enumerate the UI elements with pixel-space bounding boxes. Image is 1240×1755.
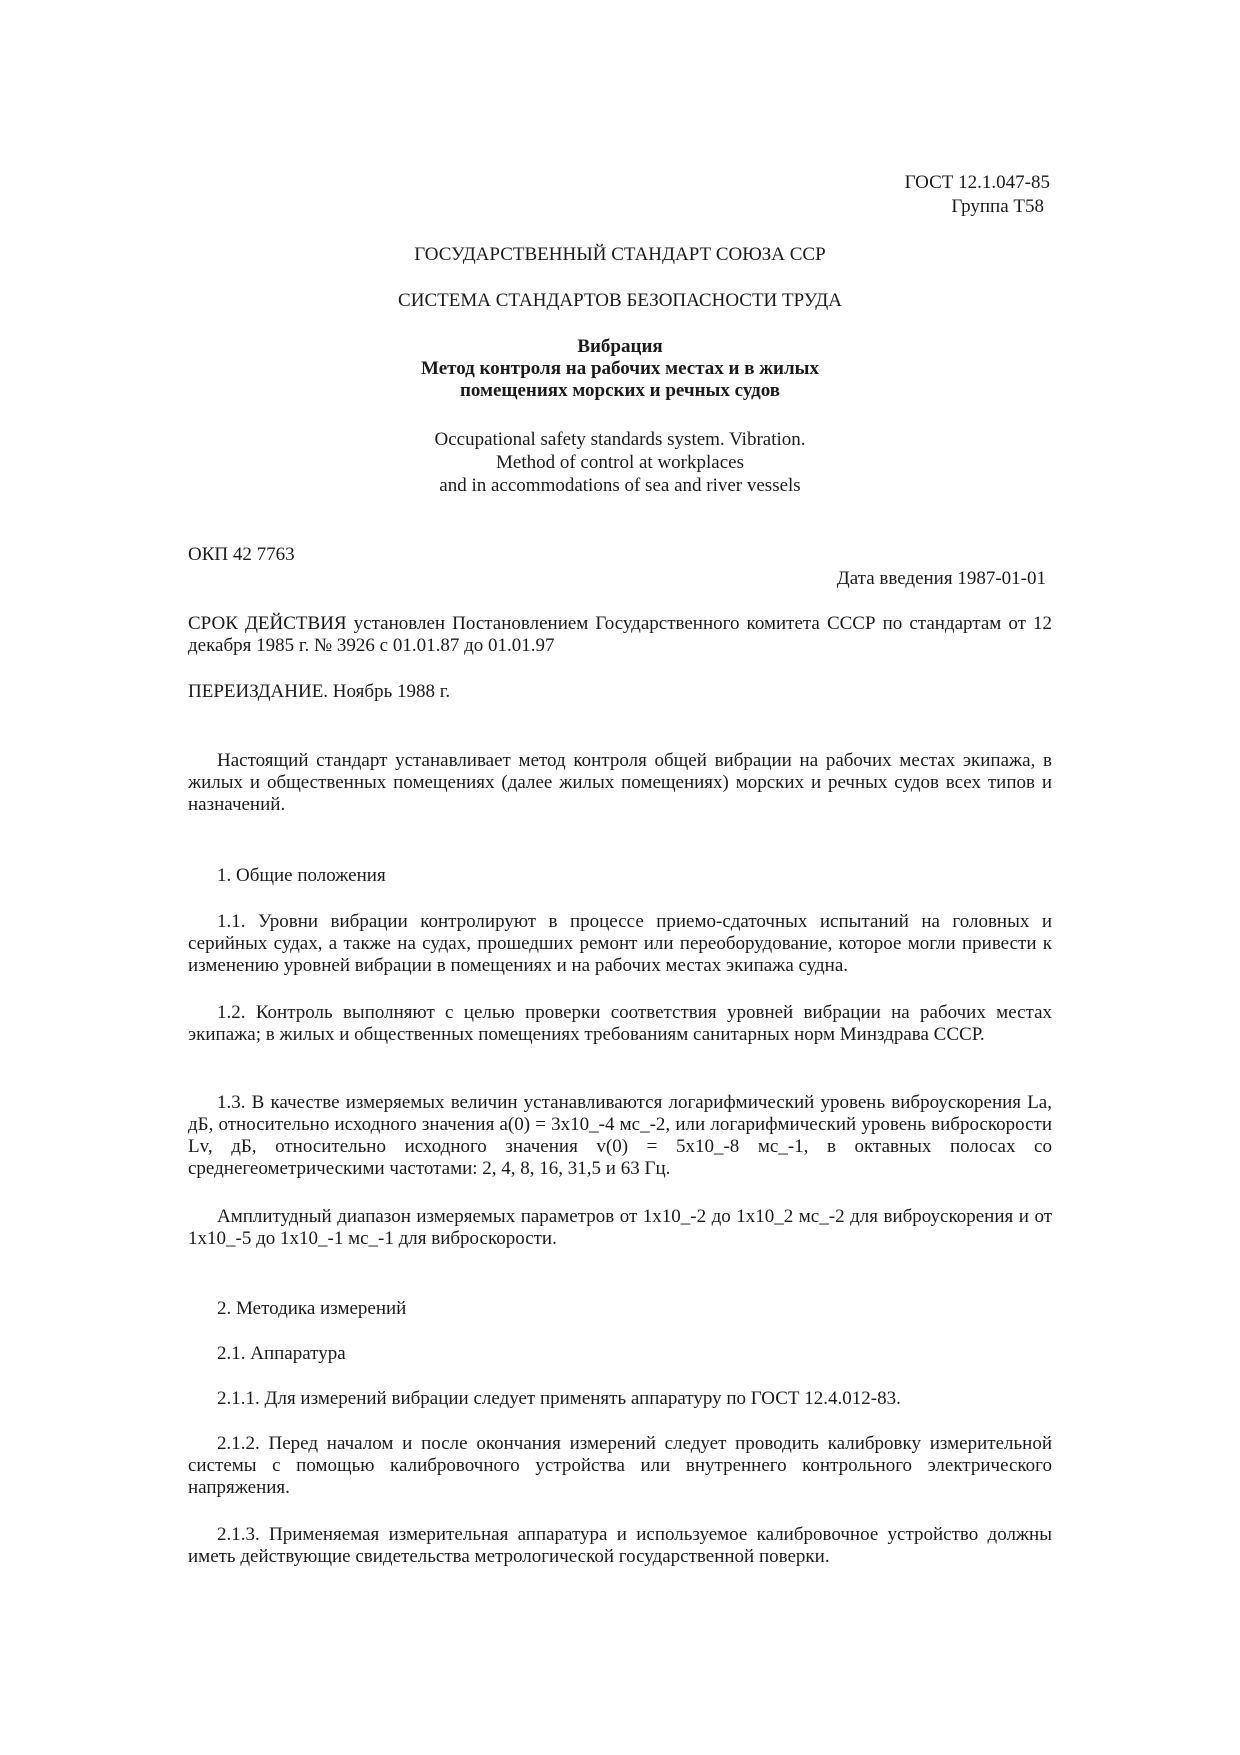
title-en-line: Occupational safety standards system. Vibration.	[434, 429, 806, 450]
paragraph-1-1: 1.1. Уровни вибрации контролируют в процессе приемо-сдаточных испытаний на головных и серийных судах, а также на судах, прошедших ремонт или переоборудование, которое могли привести к изменению уровней вибрации в помещениях и на рабочих местах экипажа судна.	[188, 911, 1052, 976]
gost-number: ГОСТ 12.1.047-85	[904, 172, 1050, 193]
state-standard-heading: ГОСУДАРСТВЕННЫЙ СТАНДАРТ СОЮЗА ССР	[414, 244, 826, 265]
paragraph-1-3: 1.3. В качестве измеряемых величин устанавливаются логарифмический уровень виброускорения La, дБ, относительно исходного значения a(0) = 3х10_-4 мс_-2, или логарифмический уровень виброскорости Lv, дБ, относительно исходного значения v(0) = 5х10_-8 мс_-1, в октавных полосах со среднегеометрическими частотами: 2, 4, 8, 16, 31,5 и 63 Гц.	[188, 1092, 1052, 1179]
title-en-line: and in accommodations of sea and river vessels	[439, 475, 801, 496]
okp-code: ОКП 42 7763	[188, 544, 295, 565]
reissue-note: ПЕРЕИЗДАНИЕ. Ноябрь 1988 г.	[188, 681, 451, 702]
amplitude-range-paragraph: Амплитудный диапазон измеряемых параметров от 1х10_-2 до 1х10_2 мс_-2 для виброускорения и от 1х10_-5 до 1х10_-1 мс_-1 для виброскорости.	[188, 1206, 1052, 1249]
title-ru-line: помещениях морских и речных судов	[459, 380, 781, 401]
introduction-date: Дата введения 1987-01-01	[836, 568, 1046, 589]
document-title-en	[188, 428, 1052, 497]
section-2-1-heading: 2.1. Аппаратура	[217, 1343, 346, 1364]
title-en-line: Method of control at workplaces	[496, 452, 744, 473]
title-ru-line: Метод контроля на рабочих местах и в жилых	[421, 358, 819, 379]
intro-paragraph: Настоящий стандарт устанавливает метод контроля общей вибрации на рабочих местах экипажа, в жилых и общественных помещениях (далее жилых помещениях) морских и речных судов всех типов и назначений.	[188, 750, 1052, 815]
group-code: Группа Т58	[951, 196, 1044, 217]
system-heading: СИСТЕМА СТАНДАРТОВ БЕЗОПАСНОСТИ ТРУДА	[398, 290, 842, 311]
paragraph-2-1-2: 2.1.2. Перед началом и после окончания измерений следует проводить калибровку измерительной системы с помощью калибровочного устройства или внутреннего контрольного электрического напряжения.	[188, 1433, 1052, 1498]
paragraph-1-2: 1.2. Контроль выполняют с целью проверки соответствия уровней вибрации на рабочих местах экипажа; в жилых и общественных помещениях требованиям санитарных норм Минздрава СССР.	[188, 1002, 1052, 1045]
title-ru-line: Вибрация	[577, 336, 663, 357]
validity-statement: СРОК ДЕЙСТВИЯ установлен Постановлением Государственного комитета СССР по стандартам от 12 декабря 1985 г. № 3926 с 01.01.87 до 01.01.97	[188, 613, 1052, 656]
section-2-heading: 2. Методика измерений	[217, 1298, 407, 1319]
document-title-ru	[188, 336, 1052, 402]
paragraph-2-1-3: 2.1.3. Применяемая измерительная аппаратура и используемое калибровочное устройство должны иметь действующие свидетельства метрологической государственной поверки.	[188, 1524, 1052, 1567]
section-1-heading: 1. Общие положения	[217, 865, 386, 886]
paragraph-2-1-1: 2.1.1. Для измерений вибрации следует применять аппаратуру по ГОСТ 12.4.012-83.	[217, 1388, 901, 1409]
